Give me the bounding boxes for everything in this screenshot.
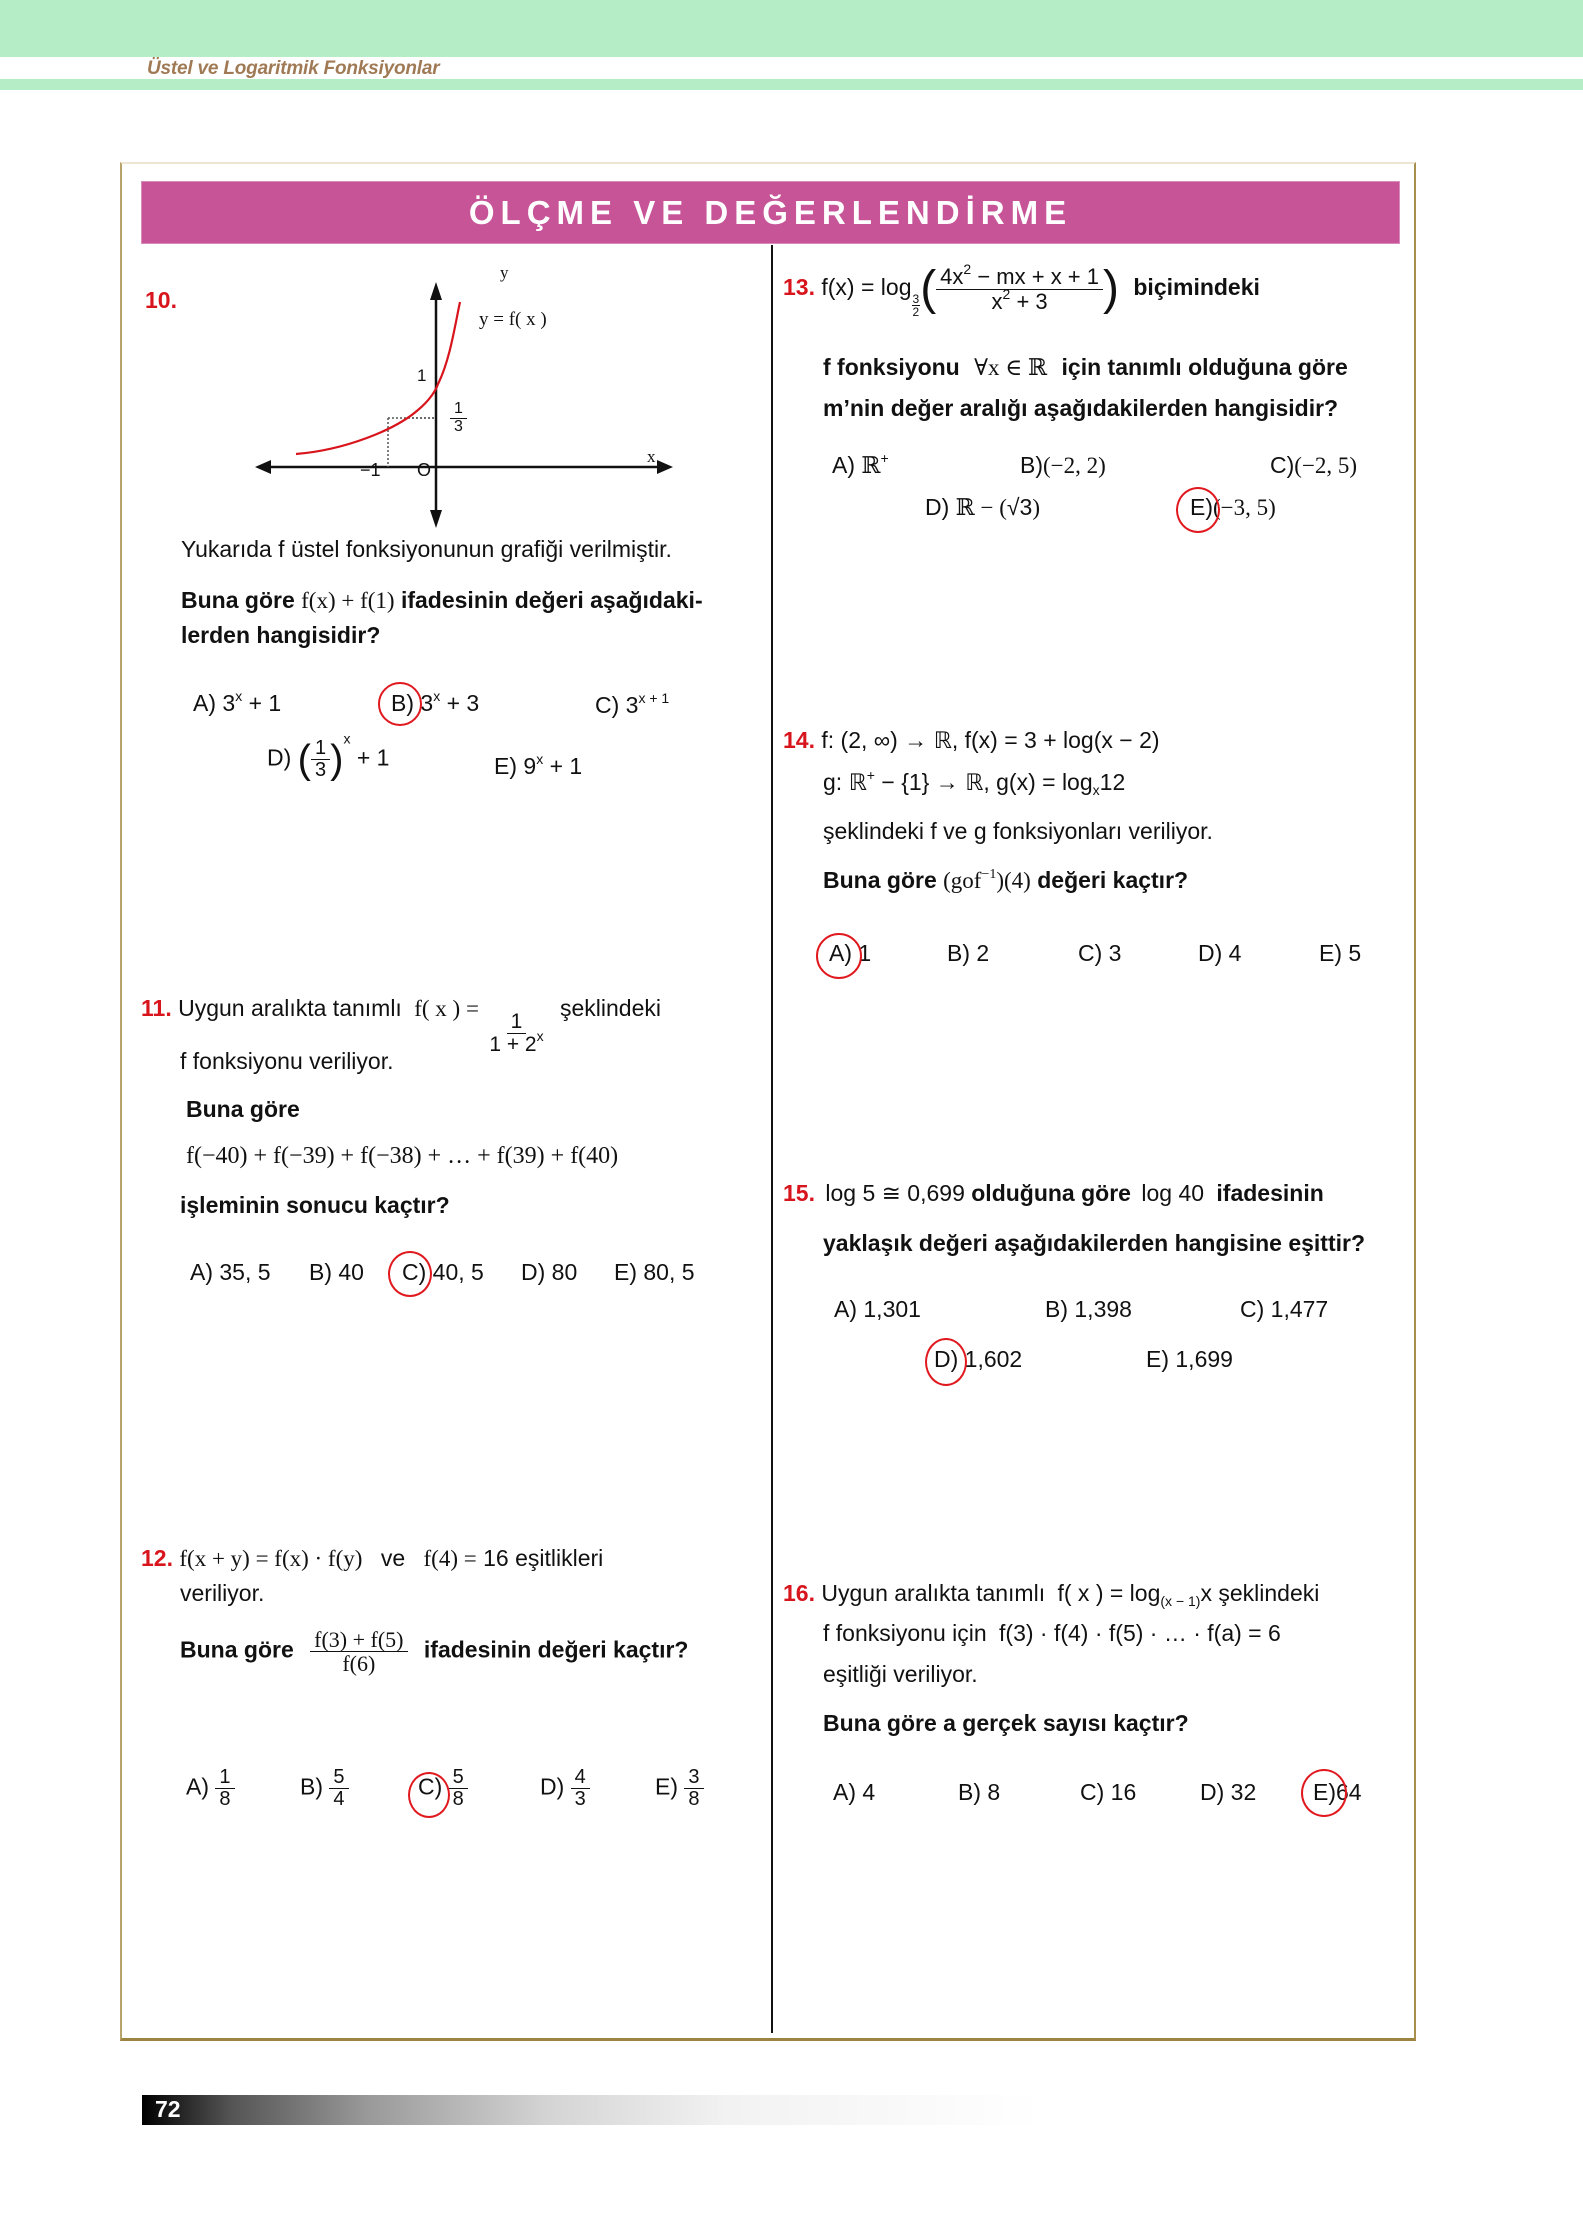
question-11-sum: f(−40) + f(−39) + f(−38) + … + f(39) + f(40) bbox=[186, 1143, 619, 1169]
header-stripe bbox=[0, 79, 1583, 90]
question-number: 10. bbox=[145, 287, 177, 313]
option-b[interactable]: B) $3^x + 3$ bbox=[391, 688, 480, 716]
question-12-prompt: Buna göre $\frac{f(3) + f(5)}{f(6)}$ ifadesinin değeri kaçtır? bbox=[180, 1627, 689, 1677]
answer-marker-circle bbox=[1176, 487, 1220, 533]
page-number-bar bbox=[142, 2095, 1042, 2125]
option-e[interactable]: E) 80, 5 bbox=[614, 1259, 695, 1285]
option-a[interactable]: A) 4 bbox=[833, 1779, 876, 1805]
question-11-line1: 11. Uygun aralıkta tanımlı f( x ) = $\frac{1}{1 + 2^x}$ şeklindeki bbox=[141, 995, 661, 1057]
question-14-line1: 14. f: (2, ∞) → ℝ, f(x) = 3 + log(x − 2) bbox=[783, 727, 1160, 753]
question-11-prompt-2: işleminin sonucu kaçtır? bbox=[180, 1192, 450, 1218]
option-a[interactable]: A) 35, 5 bbox=[190, 1259, 271, 1285]
question-14-line3: şeklindeki f ve g fonksiyonları veriliyor. bbox=[823, 818, 1213, 844]
tick-one-third: $\frac{1}{3}$ bbox=[450, 401, 467, 436]
option-b[interactable]: B)(−2, 2) bbox=[1020, 452, 1106, 478]
option-d[interactable]: D) 32 bbox=[1200, 1779, 1257, 1805]
option-e[interactable]: E)(−3, 5) bbox=[1190, 494, 1276, 520]
x-axis-right-arrow-icon bbox=[657, 460, 673, 474]
option-d[interactable]: D) ( $\frac{1}{3}$ )$^x$ + 1 bbox=[267, 730, 390, 782]
origin-label: O bbox=[417, 460, 432, 480]
option-a[interactable]: A) ℝ+ bbox=[832, 450, 889, 478]
question-13-line1: 13. f(x) = log $\frac{3}{2}$ ( $\frac{4x^2 - mx + x + 1}{x^2 + 3}$ ) biçimindeki bbox=[783, 261, 1260, 320]
option-d[interactable]: D) ℝ − (√3) bbox=[925, 494, 1041, 520]
answer-marker-circle bbox=[378, 682, 422, 726]
option-b[interactable]: B) $\frac{5}{4}$ bbox=[300, 1767, 349, 1810]
option-d[interactable]: D) $\frac{4}{3}$ bbox=[540, 1767, 590, 1810]
question-14-line2: g: ℝ+ − {1} → ℝ, $g(x) = \log_x12$ bbox=[823, 767, 1126, 798]
section-banner bbox=[141, 181, 1400, 244]
answer-marker-circle bbox=[1301, 1769, 1347, 1817]
question-12-line1: 12. f(x + y) = f(x) · f(y) ve f(4) = 16 eşitlikleri bbox=[141, 1545, 604, 1571]
answer-marker-circle bbox=[925, 1338, 967, 1386]
option-b[interactable]: B) 8 bbox=[958, 1779, 1001, 1805]
question-12-line2: veriliyor. bbox=[180, 1580, 265, 1606]
option-c[interactable]: C) 3 bbox=[1078, 940, 1122, 966]
option-c[interactable]: C) 16 bbox=[1080, 1779, 1137, 1805]
option-c[interactable]: C) 1,477 bbox=[1240, 1296, 1329, 1322]
option-e[interactable]: E) $\frac{3}{8}$ bbox=[655, 1767, 704, 1810]
option-a[interactable]: A) 1 bbox=[829, 940, 872, 966]
question-14-prompt: Buna göre (gof$^{-1}$)(4) değeri kaçtır? bbox=[823, 867, 1189, 893]
tick-minus-one: −1 bbox=[360, 460, 381, 480]
y-axis-label: y bbox=[500, 263, 509, 282]
question-13-line2: f fonksiyonu ∀x ∈ ℝ için tanımlı olduğuna göre bbox=[823, 354, 1348, 380]
option-e[interactable]: E)64 bbox=[1313, 1779, 1362, 1805]
question-16-prompt: Buna göre a gerçek sayısı kaçtır? bbox=[823, 1710, 1189, 1736]
question-15-line1: 15. log 5 ≅ 0,699 olduğuna göre log 40 ifadesinin bbox=[783, 1180, 1324, 1206]
question-10-prompt-cont: lerden hangisidir? bbox=[181, 622, 381, 648]
answer-marker-circle bbox=[408, 1772, 450, 1818]
option-d[interactable]: D) 80 bbox=[521, 1259, 578, 1285]
section-title: ÖLÇME VE DEĞERLENDİRME bbox=[468, 193, 1073, 231]
option-c[interactable]: C) 40, 5 bbox=[402, 1259, 484, 1285]
curve-label: y = f( x ) bbox=[479, 309, 547, 330]
tick-one: 1 bbox=[417, 366, 427, 385]
header-band bbox=[0, 0, 1583, 57]
option-b[interactable]: B) 2 bbox=[947, 940, 990, 966]
option-a[interactable]: A) $3^x + 1$ bbox=[193, 688, 282, 716]
option-c[interactable]: C) $\frac{5}{8}$ bbox=[418, 1767, 468, 1810]
option-b[interactable]: B) 1,398 bbox=[1045, 1296, 1132, 1322]
column-divider bbox=[771, 245, 773, 2033]
x-axis-left-arrow-icon bbox=[255, 460, 271, 474]
y-axis-up-arrow-icon bbox=[430, 282, 442, 300]
option-b[interactable]: B) 40 bbox=[309, 1259, 364, 1285]
option-e[interactable]: E) $9^x + 1$ bbox=[494, 751, 583, 779]
question-15-line2: yaklaşık değeri aşağıdakilerden hangisine eşittir? bbox=[823, 1230, 1366, 1256]
option-a[interactable]: A) 1,301 bbox=[834, 1296, 921, 1322]
question-16-line1: 16. Uygun aralıkta tanımlı f( x ) = $\log_{(x - 1)}x$ şeklindeki bbox=[783, 1580, 1320, 1609]
question-16-line3: eşitliği veriliyor. bbox=[823, 1661, 978, 1687]
x-axis-label: x bbox=[647, 447, 656, 466]
y-axis-down-arrow-icon bbox=[430, 510, 442, 528]
page-number: 72 bbox=[155, 2096, 181, 2122]
option-c[interactable]: C) $3^{x + 1}$ bbox=[595, 690, 670, 718]
option-d[interactable]: D) 4 bbox=[1198, 940, 1242, 966]
question-11-prompt: Buna göre bbox=[186, 1096, 300, 1122]
question-11-line2: f fonksiyonu veriliyor. bbox=[180, 1048, 394, 1074]
answer-marker-circle bbox=[816, 933, 862, 979]
question-16-line2: f fonksiyonu için f(3) · f(4) · f(5) · … · f(a) = 6 bbox=[823, 1620, 1281, 1646]
question-10 bbox=[145, 287, 177, 315]
question-10-text: Yukarıda f üstel fonksiyonunun grafiği verilmiştir. bbox=[181, 536, 672, 562]
option-d[interactable]: D) 1,602 bbox=[934, 1346, 1023, 1372]
option-a[interactable]: A) $\frac{1}{8}$ bbox=[186, 1767, 235, 1810]
question-13-line3: m’nin değer aralığı aşağıdakilerden hangisidir? bbox=[823, 395, 1339, 421]
exponential-graph bbox=[255, 270, 675, 530]
answer-marker-circle bbox=[388, 1251, 432, 1297]
chapter-title: Üstel ve Logaritmik Fonksiyonlar bbox=[147, 58, 440, 79]
option-c[interactable]: C)(−2, 5) bbox=[1270, 452, 1358, 478]
question-10-prompt: Buna göre f(x) + f(1) ifadesinin değeri aşağıdaki- bbox=[181, 587, 703, 613]
option-e[interactable]: E) 1,699 bbox=[1146, 1346, 1233, 1372]
option-e[interactable]: E) 5 bbox=[1319, 940, 1362, 966]
